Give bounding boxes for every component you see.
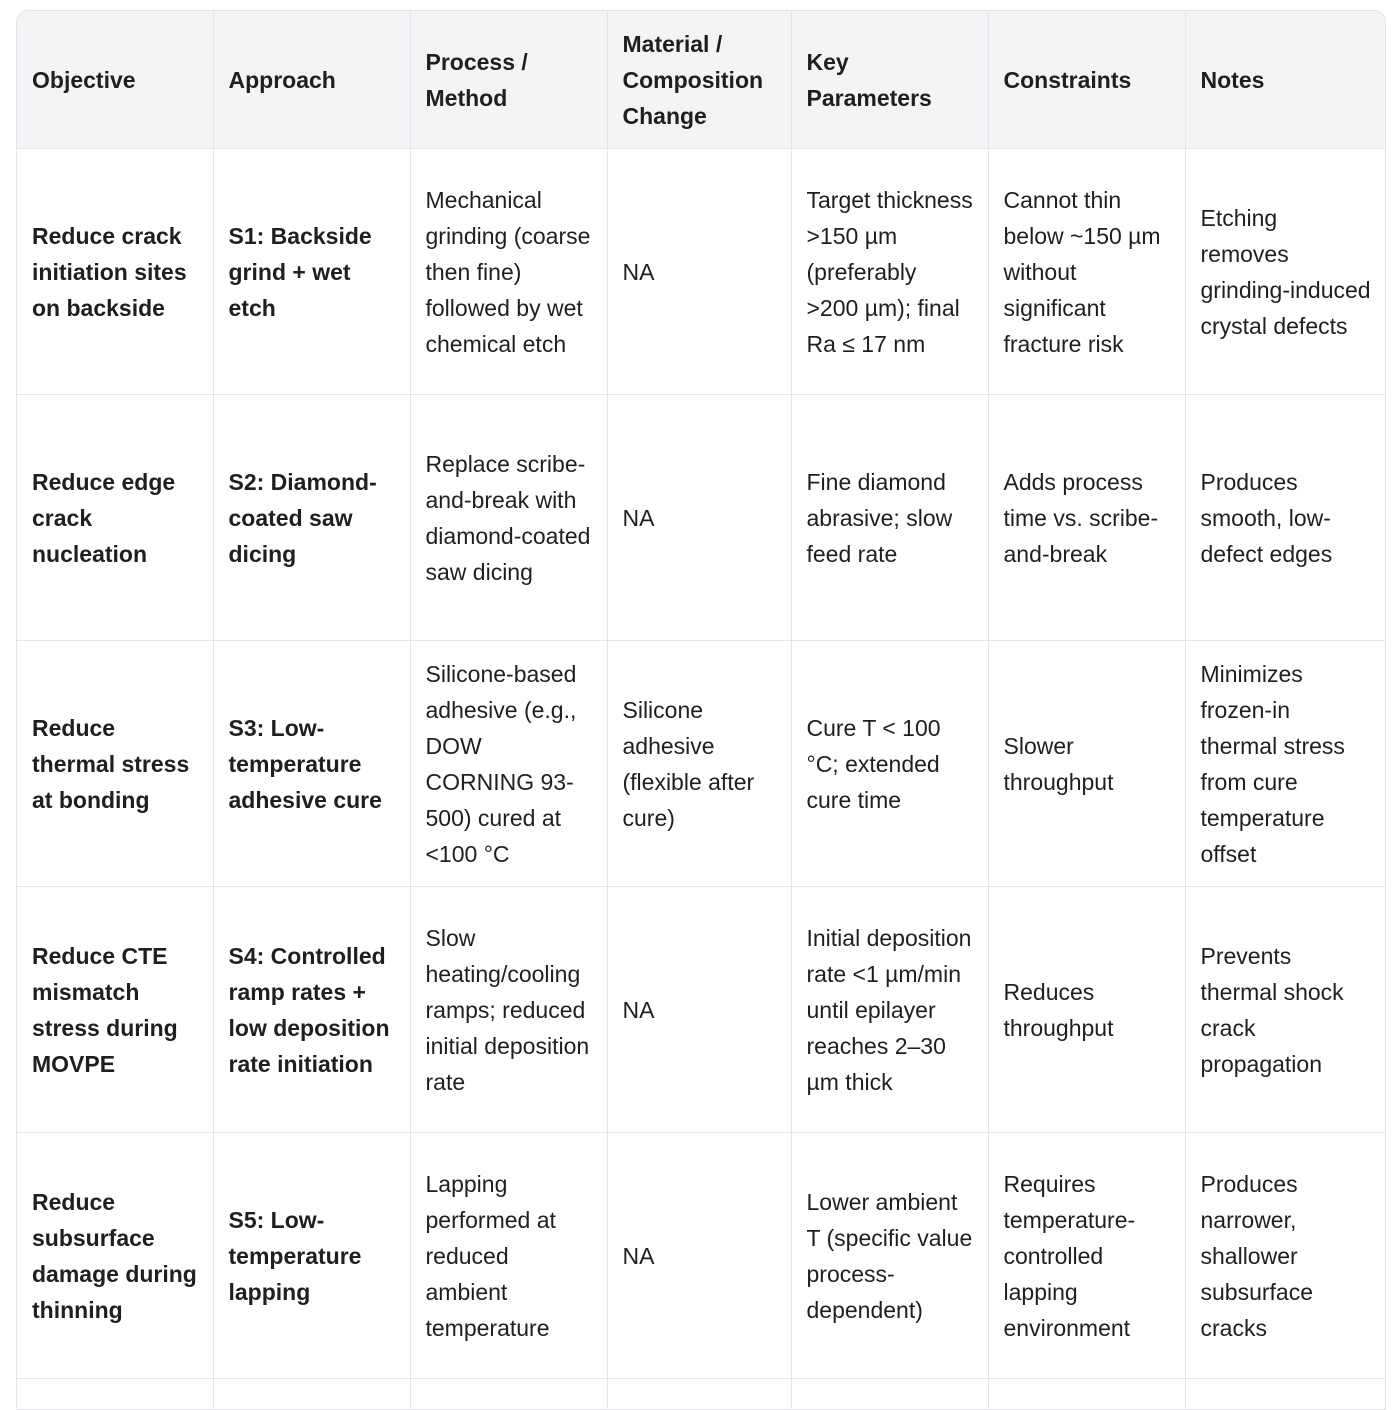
cell-material-change: NA — [607, 1133, 791, 1379]
cell-notes: Etching removes grinding-induced crystal defects — [1185, 149, 1385, 395]
table-row — [17, 641, 1385, 887]
table-header-row — [17, 11, 1385, 149]
cell-empty — [791, 1379, 988, 1410]
cell-material-change: NA — [607, 887, 791, 1133]
table-row — [17, 395, 1385, 641]
column-header-process-method: Process / Method — [410, 11, 607, 149]
cell-empty — [213, 1379, 410, 1410]
column-header-objective: Objective — [17, 11, 213, 149]
data-table-container — [16, 10, 1386, 1410]
cell-material-change: NA — [607, 149, 791, 395]
cell-constraints: Slower throughput — [988, 641, 1185, 887]
cell-approach: S5: Low-temperature lapping — [213, 1133, 410, 1379]
cell-key-parameters: Target thickness >150 µm (preferably >200 µm); final Ra ≤ 17 nm — [791, 149, 988, 395]
cell-material-change: NA — [607, 395, 791, 641]
data-table — [17, 11, 1385, 1410]
cell-material-change: Silicone adhesive (flexible after cure) — [607, 641, 791, 887]
cell-notes: Prevents thermal shock crack propagation — [1185, 887, 1385, 1133]
cell-approach: S1: Backside grind + wet etch — [213, 149, 410, 395]
table-row — [17, 149, 1385, 395]
column-header-key-parameters: Key Parameters — [791, 11, 988, 149]
cell-notes: Produces smooth, low-defect edges — [1185, 395, 1385, 641]
cell-empty — [1185, 1379, 1385, 1410]
cell-empty — [607, 1379, 791, 1410]
cell-objective: Reduce edge crack nucleation — [17, 395, 213, 641]
cell-constraints: Cannot thin below ~150 µm without significant fracture risk — [988, 149, 1185, 395]
cell-key-parameters: Initial deposition rate <1 µm/min until epilayer reaches 2–30 µm thick — [791, 887, 988, 1133]
cell-empty — [410, 1379, 607, 1410]
cell-process-method: Mechanical grinding (coarse then fine) followed by wet chemical etch — [410, 149, 607, 395]
cell-empty — [988, 1379, 1185, 1410]
cell-constraints: Reduces throughput — [988, 887, 1185, 1133]
cell-notes: Produces narrower, shallower subsurface cracks — [1185, 1133, 1385, 1379]
cell-process-method: Lapping performed at reduced ambient temperature — [410, 1133, 607, 1379]
cell-objective: Reduce subsurface damage during thinning — [17, 1133, 213, 1379]
cell-constraints: Adds process time vs. scribe-and-break — [988, 395, 1185, 641]
cell-objective: Reduce crack initiation sites on backside — [17, 149, 213, 395]
column-header-material-composition-change: Material / Composition Change — [607, 11, 791, 149]
cell-process-method: Replace scribe-and-break with diamond-coated saw dicing — [410, 395, 607, 641]
cell-objective: Reduce CTE mismatch stress during MOVPE — [17, 887, 213, 1133]
table-row — [17, 887, 1385, 1133]
cell-objective: Reduce thermal stress at bonding — [17, 641, 213, 887]
cell-approach: S3: Low-temperature adhesive cure — [213, 641, 410, 887]
cell-approach: S2: Diamond-coated saw dicing — [213, 395, 410, 641]
cell-key-parameters: Cure T < 100 °C; extended cure time — [791, 641, 988, 887]
cell-key-parameters: Lower ambient T (specific value process-dependent) — [791, 1133, 988, 1379]
cell-notes: Minimizes frozen-in thermal stress from cure temperature offset — [1185, 641, 1385, 887]
cell-process-method: Silicone-based adhesive (e.g., DOW CORNING 93-500) cured at <100 °C — [410, 641, 607, 887]
cell-key-parameters: Fine diamond abrasive; slow feed rate — [791, 395, 988, 641]
cell-empty — [17, 1379, 213, 1410]
table-row-partial — [17, 1379, 1385, 1410]
cell-constraints: Requires temperature-controlled lapping environment — [988, 1133, 1185, 1379]
cell-approach: S4: Controlled ramp rates + low deposition rate initiation — [213, 887, 410, 1133]
column-header-notes: Notes — [1185, 11, 1385, 149]
cell-process-method: Slow heating/cooling ramps; reduced initial deposition rate — [410, 887, 607, 1133]
column-header-approach: Approach — [213, 11, 410, 149]
column-header-constraints: Constraints — [988, 11, 1185, 149]
table-row — [17, 1133, 1385, 1379]
